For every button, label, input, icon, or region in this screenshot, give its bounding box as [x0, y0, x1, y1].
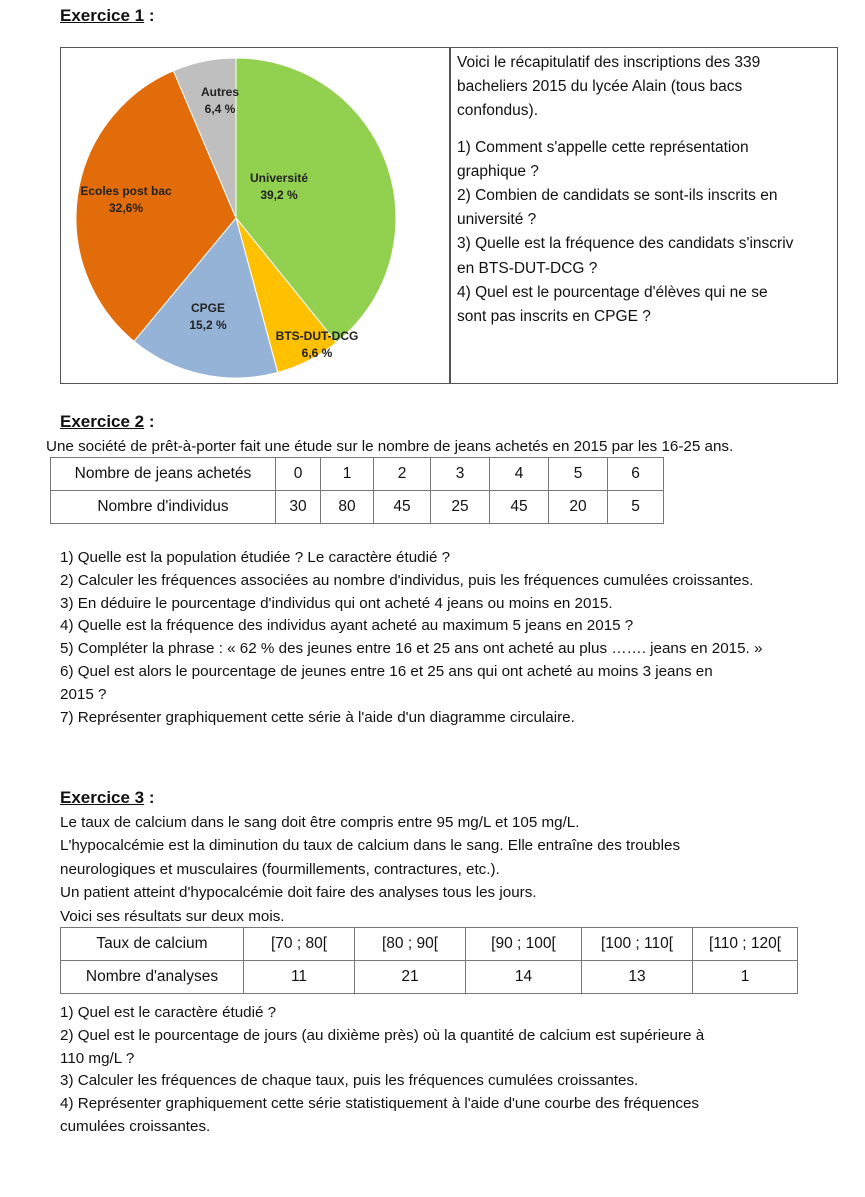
question-2: 2) Combien de candidats se sont-ils inscrits en — [457, 187, 778, 205]
table-cell: 0 — [276, 458, 321, 491]
table-cell: 25 — [431, 491, 490, 524]
table-row — [61, 928, 798, 961]
slice-label: BTS-DUT-DCG — [275, 329, 359, 343]
intro-line: neurologiques et musculaires (fourmillements, contractures, etc.). — [60, 860, 500, 878]
table-cell: 4 — [490, 458, 549, 491]
row-header: Nombre d'analyses — [61, 961, 244, 994]
table-cell: 45 — [374, 491, 431, 524]
exercise-1-heading — [60, 6, 155, 26]
table-cell: 1 — [693, 961, 798, 994]
table-cell: 14 — [466, 961, 582, 994]
question-line: 110 mg/L ? — [60, 1049, 135, 1067]
question-line: cumulées croissantes. — [60, 1117, 211, 1135]
table-cell: 5 — [549, 458, 608, 491]
row-header: Taux de calcium — [61, 928, 244, 961]
table-cell: 6 — [608, 458, 664, 491]
slice-label: Université — [249, 171, 309, 185]
table-row — [51, 491, 664, 524]
table-cell: 45 — [490, 491, 549, 524]
question-line: 2) Quel est le pourcentage de jours (au dixième près) où la quantité de calcium est supérieure à — [60, 1026, 705, 1044]
question-line: 4) Représenter graphiquement cette série statistiquement à l'aide d'une courbe des fréquences — [60, 1095, 699, 1113]
calcium-table — [60, 927, 798, 994]
heading-colon: : — [144, 788, 155, 807]
table-cell: [100 ; 110[ — [582, 928, 693, 961]
question-line: 5) Compléter la phrase : « 62 % des jeunes entre 16 et 25 ans ont acheté au plus ……. jeans en 2015. » — [60, 640, 763, 658]
question-line: 3) En déduire le pourcentage d'individus qui ont acheté 4 jeans ou moins en 2015. — [60, 594, 613, 612]
question-line: 7) Représenter graphiquement cette série à l'aide d'un diagramme circulaire. — [60, 708, 575, 726]
slice-value-label: 15,2 % — [189, 318, 227, 332]
intro-line: Voici ses résultats sur deux mois. — [60, 907, 285, 925]
exercise-2-title: Exercice 2 — [60, 412, 145, 431]
slice-value-label: 39,2 % — [260, 188, 298, 202]
jeans-table — [50, 457, 664, 524]
table-cell: [110 ; 120[ — [693, 928, 798, 961]
exercise-1-statement — [457, 51, 849, 329]
question-line: 2015 ? — [60, 685, 107, 703]
question-line: 3) Calculer les fréquences de chaque taux, puis les fréquences cumulées croissantes. — [60, 1072, 639, 1090]
table-cell: 13 — [582, 961, 693, 994]
slice-value-label: 6,4 % — [204, 102, 236, 116]
exercise-2-heading — [60, 412, 155, 432]
question-line: 6) Quel est alors le pourcentage de jeunes entre 16 et 25 ans qui ont acheté au moins 3 jeans en — [60, 662, 713, 680]
exercise-2-intro: Une société de prêt-à-porter fait une étude sur le nombre de jeans achetés en 2015 par les 16-25 ans. — [46, 438, 734, 455]
exercise-1-divider — [449, 47, 451, 384]
question-2-cont: université ? — [457, 211, 537, 229]
question-line: 1) Quelle est la population étudiée ? Le caractère étudié ? — [60, 549, 451, 566]
slice-label: Autres — [200, 85, 240, 99]
table-cell: [70 ; 80[ — [244, 928, 355, 961]
table-cell: 30 — [276, 491, 321, 524]
intro-line: bacheliers 2015 du lycée Alain (tous bacs — [457, 78, 743, 96]
exercise-3-heading — [60, 788, 155, 808]
exercise-2-questions — [60, 547, 762, 729]
slice-label: Ecoles post bac — [80, 184, 172, 198]
intro-line: L'hypocalcémie est la diminution du taux de calcium dans le sang. Elle entraîne des troubles — [60, 837, 681, 855]
question-line: 1) Quel est le caractère étudié ? — [60, 1004, 277, 1021]
heading-colon: : — [144, 6, 155, 25]
pie-chart — [60, 47, 448, 384]
table-row — [51, 458, 664, 491]
question-3: 3) Quelle est la fréquence des candidats s'inscriv — [457, 235, 794, 253]
table-cell: 20 — [549, 491, 608, 524]
exercise-3-title: Exercice 3 — [60, 788, 145, 807]
heading-colon: : — [144, 412, 155, 431]
intro-line: confondus). — [457, 102, 538, 120]
row-header: Nombre d'individus — [51, 491, 276, 524]
question-3-cont: en BTS-DUT-DCG ? — [457, 259, 598, 277]
exercise-3-questions — [60, 1002, 704, 1139]
table-cell: 21 — [355, 961, 466, 994]
slice-value-label: 32,6% — [108, 201, 144, 215]
slice-value-label: 6,6 % — [301, 346, 333, 360]
table-cell: 11 — [244, 961, 355, 994]
intro-line: Un patient atteint d'hypocalcémie doit faire des analyses tous les jours. — [60, 884, 537, 902]
table-cell: [80 ; 90[ — [355, 928, 466, 961]
table-row — [61, 961, 798, 994]
question-line: 4) Quelle est la fréquence des individus ayant acheté au maximum 5 jeans en 2015 ? — [60, 617, 634, 635]
table-cell: 80 — [321, 491, 374, 524]
exercise-1-title: Exercice 1 — [60, 6, 145, 25]
question-1: 1) Comment s'appelle cette représentation — [457, 138, 749, 156]
question-4: 4) Quel est le pourcentage d'élèves qui ne se — [457, 283, 768, 301]
intro-line: Voici le récapitulatif des inscriptions des 339 — [457, 54, 761, 71]
table-cell: 2 — [374, 458, 431, 491]
question-1-cont: graphique ? — [457, 162, 539, 180]
question-4-cont: sont pas inscrits en CPGE ? — [457, 308, 651, 326]
question-line: 2) Calculer les fréquences associées au nombre d'individus, puis les fréquences cumulées croissantes. — [60, 571, 754, 589]
row-header: Nombre de jeans achetés — [51, 458, 276, 491]
table-cell: [90 ; 100[ — [466, 928, 582, 961]
slice-label: CPGE — [190, 301, 226, 315]
table-cell: 3 — [431, 458, 490, 491]
table-cell: 5 — [608, 491, 664, 524]
exercise-3-intro — [60, 811, 680, 928]
table-cell: 1 — [321, 458, 374, 491]
intro-line: Le taux de calcium dans le sang doit être compris entre 95 mg/L et 105 mg/L. — [60, 814, 580, 831]
